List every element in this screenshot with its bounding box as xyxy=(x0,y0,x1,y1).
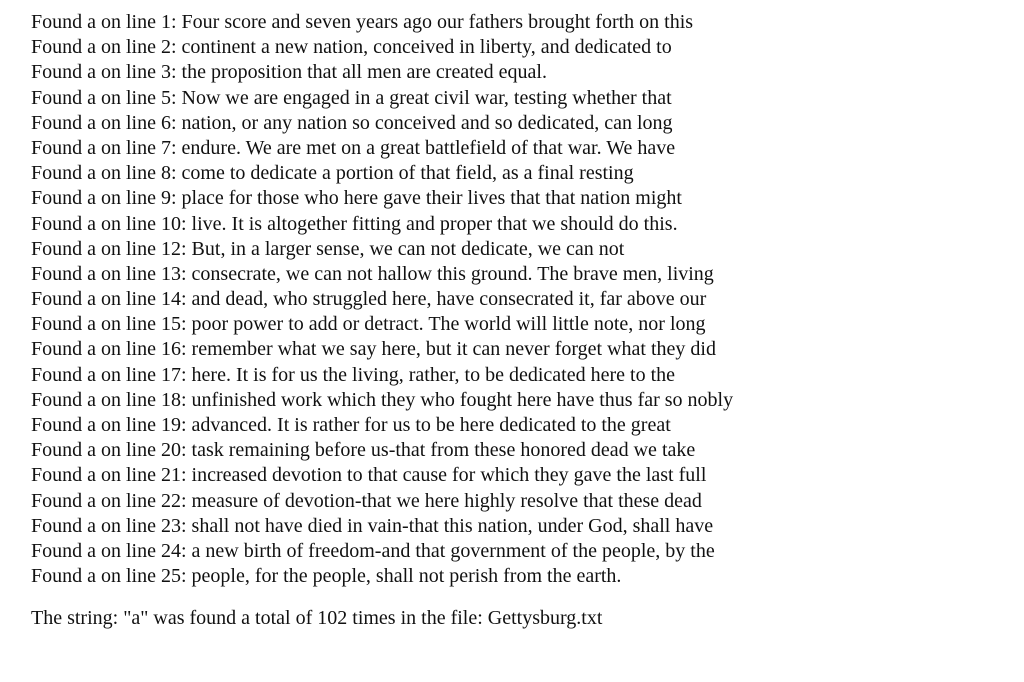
result-line-13: Found a on line 13: consecrate, we can not hallow this ground. The brave men, living xyxy=(31,262,714,285)
result-line-6: Found a on line 6: nation, or any nation so conceived and so dedicated, can long xyxy=(31,111,673,134)
result-line-21: Found a on line 21: increased devotion to that cause for which they gave the last full xyxy=(31,464,707,487)
result-line-14: Found a on line 14: and dead, who struggled here, have consecrated it, far above our xyxy=(31,288,707,311)
result-line-9: Found a on line 9: place for those who here gave their lives that that nation might xyxy=(31,187,682,210)
result-line-20: Found a on line 20: task remaining before us-that from these honored dead we take xyxy=(31,439,696,462)
result-line-3: Found a on line 3: the proposition that all men are created equal. xyxy=(31,61,547,84)
result-line-7: Found a on line 7: endure. We are met on a great battlefield of that war. We have xyxy=(31,136,676,159)
result-line-23: Found a on line 23: shall not have died in vain-that this nation, under God, shall have xyxy=(31,514,714,537)
result-line-24: Found a on line 24: a new birth of freedom-and that government of the people, by the xyxy=(31,539,715,562)
summary-line: The string: "a" was found a total of 102 times in the file: Gettysburg.txt xyxy=(31,607,603,630)
result-line-15: Found a on line 15: poor power to add or detract. The world will little note, nor long xyxy=(31,313,706,336)
result-line-16: Found a on line 16: remember what we say here, but it can never forget what they did xyxy=(31,338,716,361)
result-line-5: Found a on line 5: Now we are engaged in a great civil war, testing whether that xyxy=(31,86,672,109)
result-line-8: Found a on line 8: come to dedicate a portion of that field, as a final resting xyxy=(31,162,634,185)
result-line-12: Found a on line 12: But, in a larger sense, we can not dedicate, we can not xyxy=(31,237,625,260)
result-line-17: Found a on line 17: here. It is for us the living, rather, to be dedicated here to the xyxy=(31,363,676,386)
result-line-25: Found a on line 25: people, for the people, shall not perish from the earth. xyxy=(31,565,622,588)
result-line-22: Found a on line 22: measure of devotion-that we here highly resolve that these dead xyxy=(31,489,702,512)
console-output xyxy=(31,10,1011,631)
result-line-18: Found a on line 18: unfinished work which they who fought here have thus far so nobly xyxy=(31,388,734,411)
result-line-10: Found a on line 10: live. It is altogether fitting and proper that we should do this. xyxy=(31,212,678,235)
result-line-1: Found a on line 1: Four score and seven years ago our fathers brought forth on this xyxy=(31,11,694,33)
result-line-19: Found a on line 19: advanced. It is rather for us to be here dedicated to the great xyxy=(31,414,671,436)
result-line-2: Found a on line 2: continent a new nation, conceived in liberty, and dedicated to xyxy=(31,36,672,59)
